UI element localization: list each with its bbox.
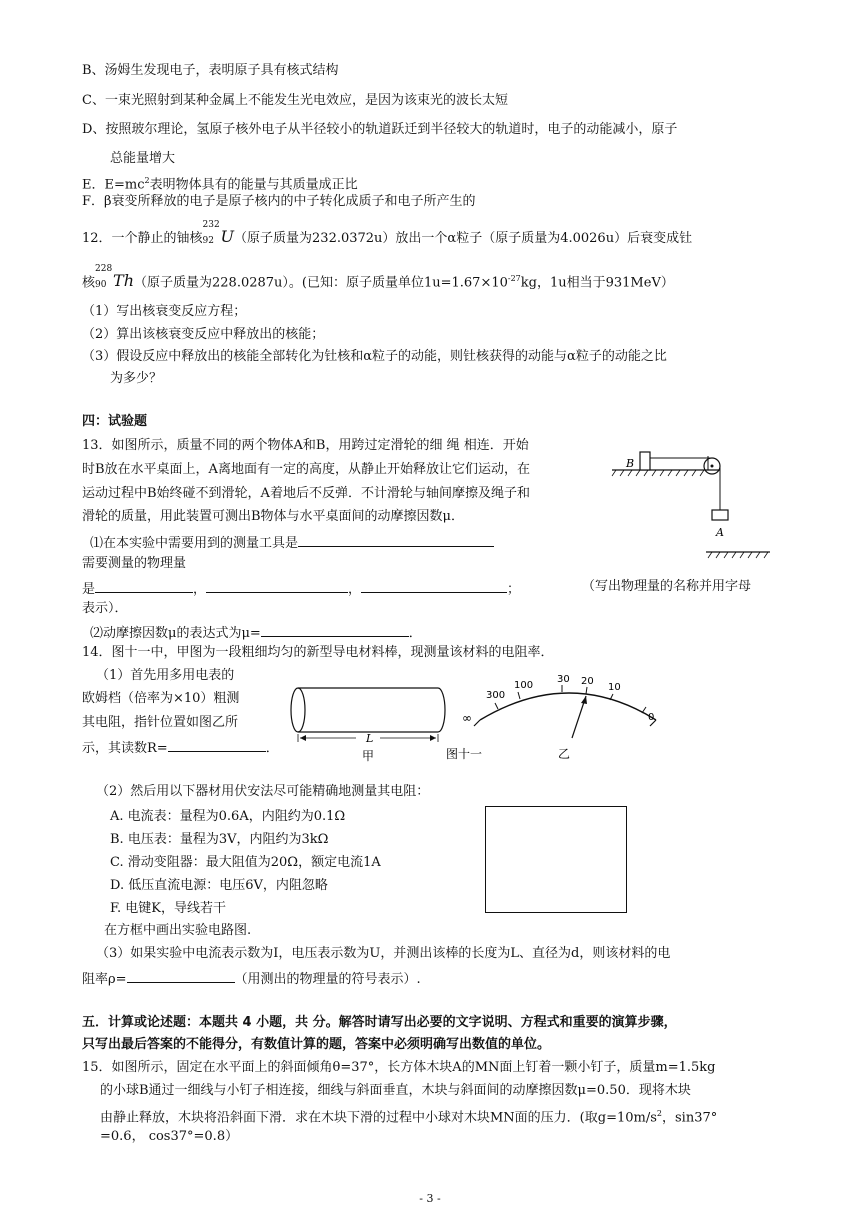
q13-line3: 运动过程中B始终碰不到滑轮，A着地后不反弹．不计滑轮与轴间摩擦及绳子和 [82, 486, 530, 501]
option-d: D、按照玻尔理论，氢原子核外电子从半径较小的轨道跃迁到半径较大的轨道时，电子的动能减小，原子 [82, 122, 678, 137]
scale-label: 20 [581, 676, 594, 687]
q12-line2: 核 228 90 Th（原子质量为228.0287u）。(已知：原子质量单位$1u=1.67\times 10^{-27}kg$，1u相当于931MeV） [82, 264, 674, 291]
q15-line4: =0.6， cos37°=0.8） [100, 1129, 239, 1144]
q13-line4: 滑轮的质量，用此装置可测出B物体与水平桌面间的动摩擦因数μ． [82, 509, 465, 524]
answer-blank[interactable] [298, 532, 494, 547]
rod-length-label: L [366, 732, 374, 745]
q15-line2: 的小球B通过一细线与小钉子相连接，细线与斜面垂直，木块与斜面间的动摩擦因数μ=0.50．现将木块 [100, 1083, 691, 1098]
fig-label-a: A [716, 526, 724, 539]
q12-line1: 12．一个静止的铀核 232 92 U（原子质量为232.0372u）放出一个α粒子（原子质量为4.0026u）后衰变成钍 [82, 220, 693, 246]
equipment-item: D. 低压直流电源：电压6V，内阻忽略 [110, 878, 328, 893]
pulley-figure [612, 446, 772, 566]
answer-blank[interactable] [361, 578, 507, 593]
q12-part3-cont: 为多少？ [110, 371, 163, 386]
section-5-title: 五．计算或论述题：本题共 4 小题，共 分。解答时请写出必要的文字说明、方程式和重要的演算步骤， [82, 1015, 677, 1030]
q15-line3: 由静止释放，木块将沿斜面下滑．求在木块下滑的过程中小球对木块MN面的压力．(取$g=10m/s^2$，sin37° [100, 1109, 718, 1126]
q14-draw-instruction: 在方框中画出实验电路图. [104, 923, 252, 938]
equipment-item: F. 电键K，导线若干 [110, 901, 226, 916]
page-number: - 3 - [419, 1192, 441, 1205]
q14-part2: （2）然后用以下器材用伏安法尽可能精确地测量其电阻： [96, 784, 430, 799]
thorium-nuclide: 228 90 Th [95, 264, 134, 291]
section-4-title: 四：试验题 [82, 414, 148, 429]
scale-label: 30 [557, 674, 570, 685]
q15-line1: 15．如图所示，固定在水平面上的斜面倾角θ=37°，长方体木块A的MN面上钉着一颗小钉子，质量m=1.5kg [82, 1060, 716, 1075]
fig-label-b: B [626, 457, 635, 470]
option-c: C、一束光照射到某种金属上不能发生光电效应，是因为该束光的波长太短 [82, 93, 508, 108]
answer-blank[interactable] [261, 622, 409, 637]
q14-part3: （3）如果实验中电流表示数为I，电压表示数为U，并测出该棒的长度为L、直径为d，则该材料的电 [96, 946, 671, 961]
option-d-cont: 总能量增大 [110, 151, 176, 166]
q14-line5: 示，其读数R= ． [82, 737, 279, 758]
scale-label: 100 [514, 680, 534, 691]
answer-blank[interactable] [206, 578, 348, 593]
equipment-item: C. 滑动变阻器：最大阻值为20Ω，额定电流1A [110, 855, 381, 870]
q12-part3: （3）假设反应中释放出的核能全部转化为钍核和α粒子的动能，则钍核获得的动能与α粒子的动能之比 [82, 349, 667, 364]
q13-line1: 13．如图所示，质量不同的两个物体A和B，用跨过定滑轮的细 绳 相连．开始 [82, 438, 529, 453]
option-f: F．β衰变所释放的电子是原子核内的中子转化成质子和电子所产生的 [82, 194, 476, 209]
q13-part2-label: 需要测量的物理量 [82, 556, 187, 571]
answer-blank[interactable] [127, 968, 235, 983]
section-5-instructions: 只写出最后答案的不能得分，有数值计算的题，答案中必须明确写出数值的单位。 [82, 1037, 551, 1052]
q12-part1: （1）写出核衰变反应方程； [82, 304, 247, 319]
circuit-drawing-box[interactable] [485, 806, 627, 913]
q14-line3: 欧姆档（倍率为×10）粗测 [82, 691, 240, 706]
answer-blank[interactable] [95, 578, 193, 593]
q13-part3: ⑵动摩擦因数μ的表达式为μ= ． [90, 622, 422, 643]
q14-part3-cont: 阻率ρ= （用测出的物理量的符号表示）. [82, 968, 421, 989]
ohmmeter-scale-figure [446, 674, 670, 772]
fig-jia-label: 甲 [362, 749, 375, 763]
equipment-item: B. 电压表：量程为3V，内阻约为3kΩ [110, 832, 329, 847]
q13-part1: ⑴在本实验中需要用到的测量工具是 [90, 532, 494, 553]
q13-line2: 时B放在水平桌面上，A离地面有一定的高度，从静止开始释放让它们运动，在 [82, 462, 530, 477]
q13-note-cont: 表示）． [82, 601, 128, 616]
scale-label: 0 [648, 712, 655, 723]
uranium-nuclide: 232 92 U [202, 220, 235, 246]
q14-line4: 其电阻，指针位置如图乙所 [82, 715, 239, 730]
fig-yi-label: 乙 [558, 747, 571, 761]
figure-caption: 图十一 [446, 747, 483, 761]
answer-blank[interactable] [168, 737, 266, 752]
equipment-item: A. 电流表：量程为0.6A，内阻约为0.1Ω [110, 809, 346, 824]
q13-note: （写出物理量的名称并用字母 [582, 579, 752, 594]
q14-line2: （1）首先用多用电表的 [96, 668, 235, 683]
option-e: E．$E=mc^2$表明物体具有的能量与其质量成正比 [82, 176, 358, 193]
option-b: B、汤姆生发现电子，表明原子具有核式结构 [82, 63, 339, 78]
rod-figure [286, 684, 456, 764]
scale-label: 10 [608, 682, 621, 693]
q14-line1: 14．图十一中，甲图为一段粗细均匀的新型导电材料棒，现测量该材料的电阻率． [82, 645, 554, 660]
q13-part2: 是 ， ， ； [82, 578, 520, 599]
scale-label: 300 [486, 690, 506, 701]
q12-part2: （2）算出该核衰变反应中释放出的核能； [82, 327, 325, 342]
infinity-label: ∞ [462, 711, 472, 725]
